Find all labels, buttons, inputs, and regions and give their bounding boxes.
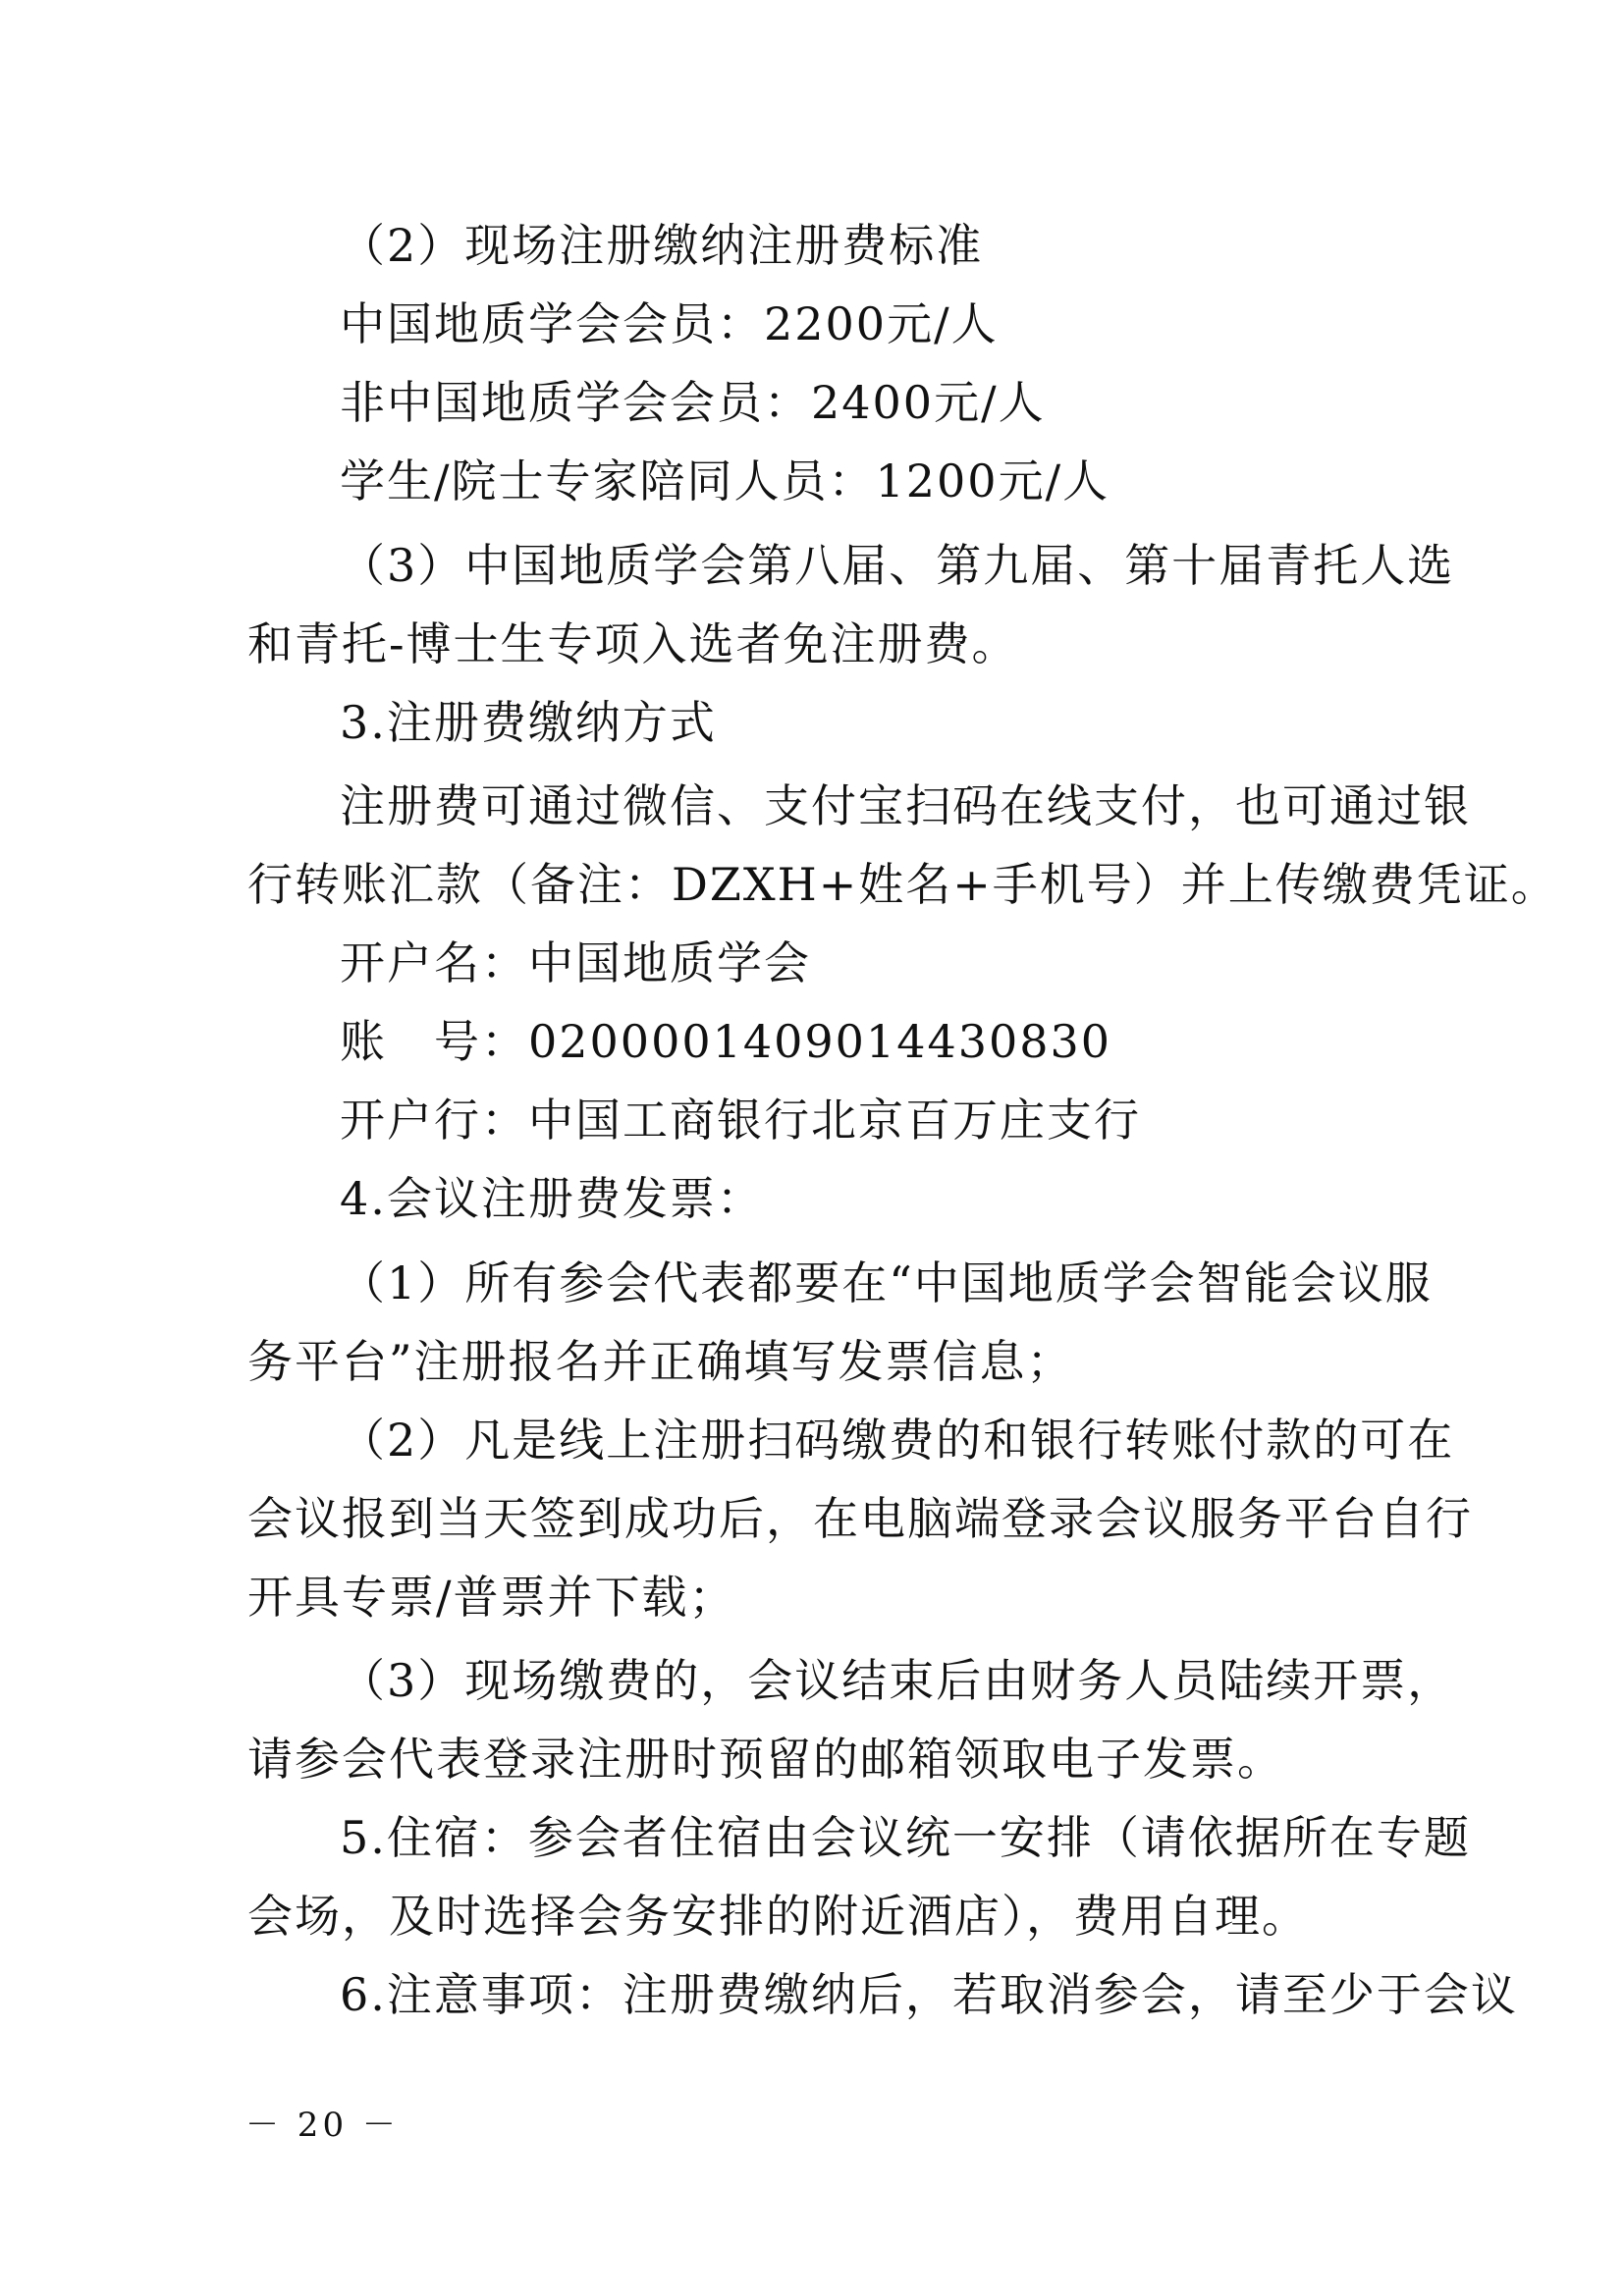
account-name-line: 开户名：中国地质学会	[340, 936, 811, 989]
text-line: （3）中国地质学会第八届、第九届、第十届青托人选	[340, 539, 1455, 592]
text-line: 学生/院士专家陪同人员：1200元/人	[340, 454, 1110, 507]
text-line: 务平台”注册报名并正确填写发票信息；	[247, 1335, 1074, 1388]
text-line: 非中国地质学会会员：2400元/人	[340, 376, 1046, 429]
page-number: － 20 －	[245, 2106, 400, 2145]
text-line: 和青托-博士生专项入选者免注册费。	[247, 617, 1019, 670]
section-heading: 3.注册费缴纳方式	[340, 696, 717, 749]
text-line: 会议报到当天签到成功后，在电脑端登录会议服务平台自行	[247, 1492, 1473, 1545]
bank-line: 开户行：中国工商银行北京百万庄支行	[340, 1094, 1141, 1147]
account-number-line: 账 号：0200001409014430830	[340, 1015, 1112, 1068]
text-line: 行转账汇款（备注：DZXH+姓名+手机号）并上传缴费凭证。	[247, 858, 1558, 911]
text-line: 注册费可通过微信、支付宝扫码在线支付，也可通过银	[340, 779, 1471, 832]
section-heading: 4.会议注册费发票：	[340, 1172, 764, 1225]
text-line: 中国地质学会会员：2200元/人	[340, 297, 999, 350]
text-line: （1）所有参会代表都要在“中国地质学会智能会议服	[340, 1256, 1433, 1309]
text-line: 请参会代表登录注册时预留的邮箱领取电子发票。	[247, 1733, 1284, 1786]
text-line: （2）现场注册缴纳注册费标准	[340, 219, 984, 272]
text-line: 会场，及时选择会务安排的附近酒店），费用自理。	[247, 1890, 1309, 1943]
text-line: 开具专票/普票并下载；	[247, 1571, 736, 1624]
text-line: （2）凡是线上注册扫码缴费的和银行转账付款的可在	[340, 1414, 1455, 1467]
text-line: （3）现场缴费的，会议结束后由财务人员陆续开票，	[340, 1654, 1455, 1707]
section-heading: 5.住宿：参会者住宿由会议统一安排（请依据所在专题	[340, 1811, 1471, 1864]
section-heading: 6.注意事项：注册费缴纳后，若取消参会，请至少于会议	[340, 1968, 1518, 2021]
